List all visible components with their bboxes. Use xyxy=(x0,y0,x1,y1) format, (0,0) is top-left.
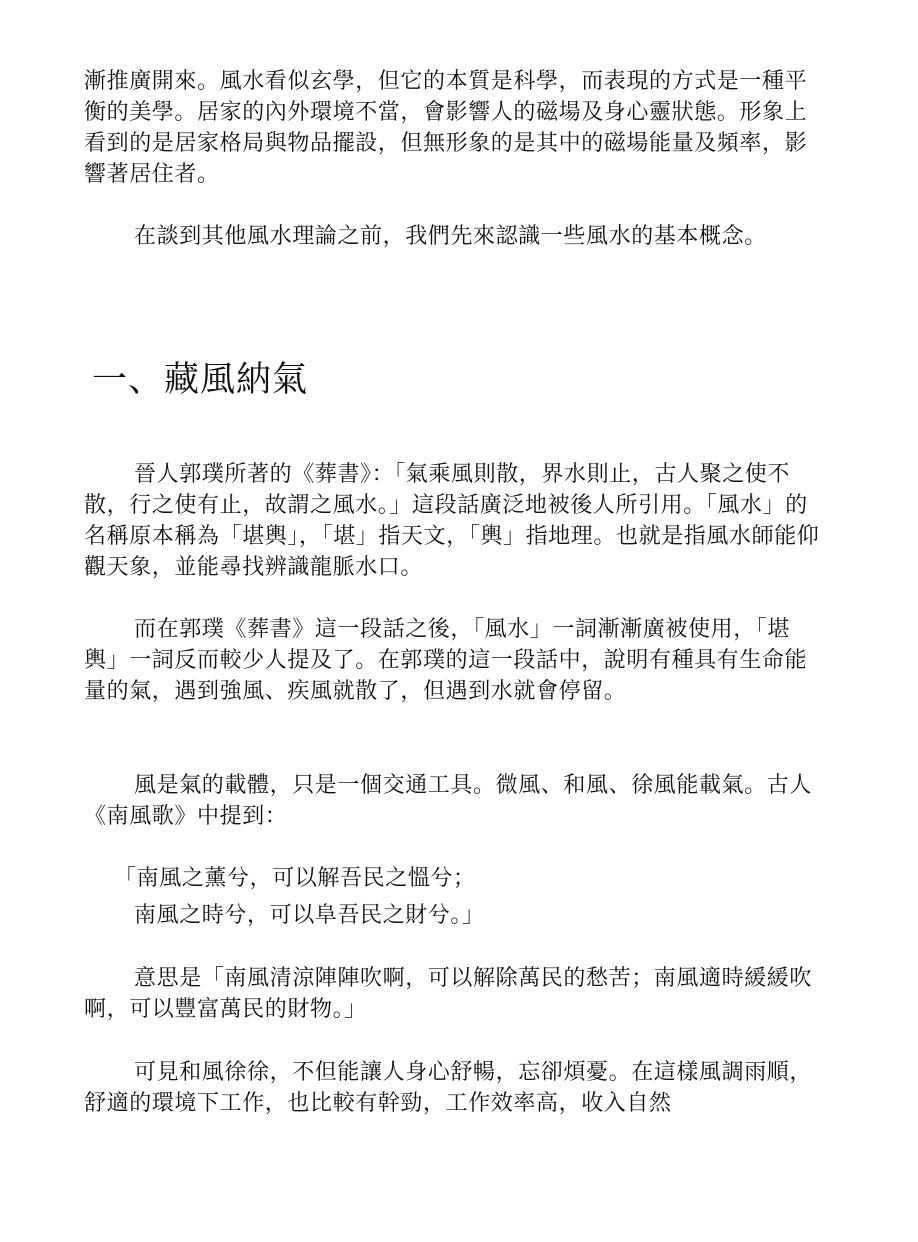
paragraph-meaning: 意思是「南風清涼陣陣吹啊，可以解除萬民的愁苦；南風適時緩緩吹啊，可以豐富萬民的財物。」 xyxy=(84,966,813,1022)
paragraph-gentle-wind: 可見和風徐徐，不但能讓人身心舒暢，忘卻煩憂。在這樣風調雨順，舒適的環境下工作，也比較有幹勁，工作效率高，收入自然 xyxy=(84,1060,813,1116)
poem-line-2: 南風之時兮，可以阜吾民之財兮。」 xyxy=(134,903,485,928)
paragraph-intro: 漸推廣開來。風水看似玄學，但它的本質是科學，而表現的方式是一種平衡的美學。居家的內外環境不當，會影響人的磁場及身心靈狀態。形象上看到的是居家格局與物品擺設，但無形象的是其中的磁場能量及頻率，影響著居住者。 xyxy=(84,69,808,187)
section-heading: 一、藏風納氣 xyxy=(92,360,309,400)
paragraph-concepts: 在談到其他風水理論之前，我們先來認識一些風水的基本概念。 xyxy=(134,224,767,249)
paragraph-wind-carrier: 風是氣的載體，只是一個交通工具。微風、和風、徐風能載氣。古人《南風歌》中提到： xyxy=(84,773,813,829)
paragraph-zangshu: 晉人郭璞所著的《葬書》：「氣乘風則散，界水則止，古人聚之使不散，行之使有止，故謂之風水。」這段話廣泛地被後人所引用。「風水」的名稱原本稱為「堪輿」，「堪」指天文，「輿」指地理。也就是指風水師能仰觀天象，並能尋找辨識龍脈水口。 xyxy=(84,462,820,580)
poem-line-1: 「南風之薰兮，可以解吾民之慍兮； xyxy=(114,866,476,891)
paragraph-fengshui-term: 而在郭璞《葬書》這一段話之後，「風水」一詞漸漸廣被使用，「堪輿」一詞反而較少人提及了。在郭璞的這一段話中，說明有種具有生命能量的氣，遇到強風、疾風就散了，但遇到水就會停留。 xyxy=(84,617,808,704)
